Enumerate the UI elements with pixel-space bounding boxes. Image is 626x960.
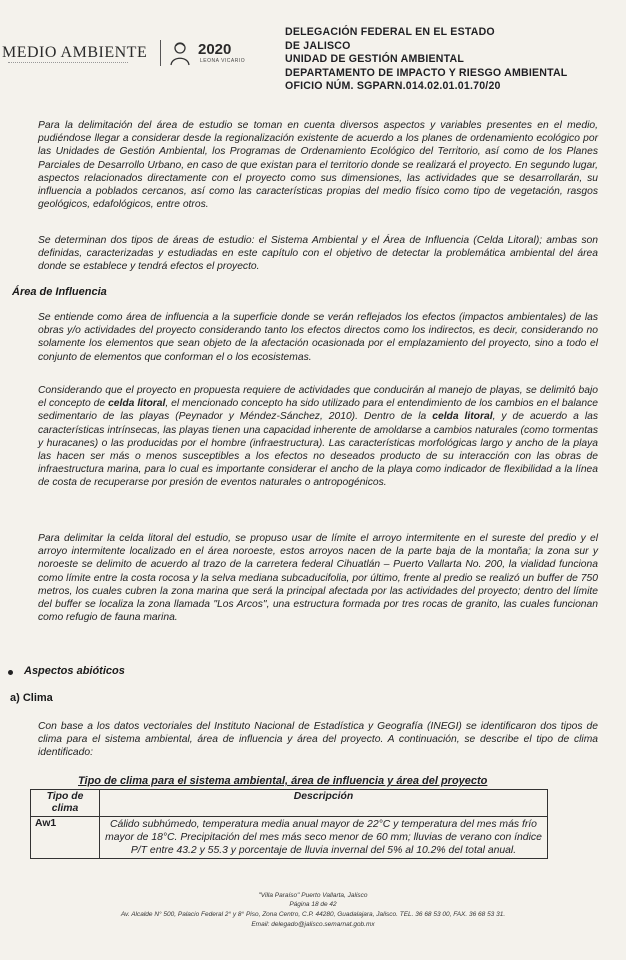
table-cell-code: Aw1 xyxy=(31,817,100,859)
logo-text: MEDIO AMBIENTE xyxy=(2,44,148,61)
table-row xyxy=(31,817,548,859)
logo-divider xyxy=(160,40,161,66)
letterhead-line: DELEGACIÓN FEDERAL EN EL ESTADO xyxy=(285,26,495,38)
influence-paragraph-2: Considerando que el proyecto en propuesta requiere de actividades que conducirán al manejo de playas, se delimitó bajo el concepto de celda litoral, el mencionado concepto ha sido utilizado para el entendimiento de los cambios en el balance sedimentario de las playas (Peynador y Méndez-Sánchez, 2010). Dentro de la celda litoral, y de acuerdo a las características intrínsecas, las playas tienen una capacidad inherente de amoldarse a cambios naturales (como tormentas y huracanes) o las producidas por el hombre (infraestructura). Las características morfológicas largo y ancho de la playa las hacen ser más o menos susceptibles a los efectos no deseados producto de su interacción con las obras de infraestructura marina, para lo cual es importante considerar el ancho de la playa como indicador de flexibilidad a la línea de costa de recuperarse por presión de eventos naturales o antropogénicos. xyxy=(38,385,599,489)
intro-paragraph-2: Se determinan dos tipos de áreas de estudio: el Sistema Ambiental y el Área de Influencia (Celda Litoral); ambas son definidas, caracterizadas y estudiadas en este capítulo con el objetivo de detectar la problemática ambiental del área donde se establece y tendrá efectos el proyecto. xyxy=(38,235,598,273)
footer-address: Av. Alcalde N° 500, Palacio Federal 2° y 8° Piso, Zona Centro, C.P. 44280, Guadalajara, Jalisco. TEL. 36 68 53 00, FAX. 36 68 53 31. xyxy=(120,911,506,918)
influence-heading: Área de Influencia xyxy=(12,286,107,298)
logo-year: 2020 xyxy=(198,41,232,58)
table-caption: Tipo de clima para el sistema ambiental, área de influencia y área del proyecto xyxy=(78,775,488,787)
letterhead-line: DEPARTAMENTO DE IMPACTO Y RIESGO AMBIENTAL xyxy=(285,66,568,79)
footer-motto: "Villa Paraíso" Puerto Vallarta, Jalisco xyxy=(258,892,368,899)
table-header-row xyxy=(31,790,548,817)
table-cell-description: Cálido subhúmedo, temperatura media anual mayor de 22°C y temperatura del mes más frío mayor de 18°C. Precipitación del mes más seco menor de 60 mm; lluvias de verano con índice P/T entre 43.2 y 55.3 y porcentaje de lluvia invernal del 5% al 10.2% del total anual. xyxy=(100,817,548,859)
letterhead-line: OFICIO NÚM. SGPARN.014.02.01.01.70/20 xyxy=(285,80,501,92)
logo-underline xyxy=(8,62,128,66)
bullet-icon xyxy=(8,670,13,675)
letterhead-line: UNIDAD DE GESTIÓN AMBIENTAL xyxy=(285,53,465,65)
clima-paragraph: Con base a los datos vectoriales del Instituto Nacional de Estadística y Geografía (INEGI) se identificaron dos tipos de clima para el sistema ambiental, área de influencia y área del proyecto. A continuación, se describe el tipo de clima identificado: xyxy=(38,721,598,759)
influence-paragraph-3: Para delimitar la celda litoral del estudio, se propuso usar de límite el arroyo intermitente en el sureste del predio y el arroyo intermitente localizado en el área noroeste, estos arroyos nacen de la parte baja de la montaña; la zona sur y noroeste se delimito de acuerdo al trazo de la carretera federal Cihuatlán – Puerto Vallarta No. 200, la vialidad funciona como límite entre la costa rocosa y la selva mediana subcaducifolia, por último, frente al predio se realizó un buffer de 750 metros, los cuales cubren la zona marina que será la principal afectada por las actividades del proyecto; dentro del límite del buffer se localiza la zona llamada "Los Arcos", una estructura formada por tres rocas de granito, las cuales funcionan como refugio de fauna marina. xyxy=(38,533,598,624)
table-header-cell: Descripción xyxy=(100,790,548,817)
leona-vicario-portrait-icon xyxy=(168,40,192,66)
footer-email: Email: delegado@jalisco.semarnat.gob.mx xyxy=(251,921,375,928)
clima-heading: a) Clima xyxy=(10,692,53,704)
abiotic-heading: Aspectos abióticos xyxy=(24,665,125,677)
logo-tagline: LEONA VICARIO xyxy=(200,58,246,64)
letterhead xyxy=(285,26,615,94)
table-header-cell: Tipo de clima xyxy=(31,790,100,817)
climate-table xyxy=(30,789,548,859)
influence-paragraph-1: Se entiende como área de influencia a la superficie donde se verán reflejados los efectos (impactos ambientales) de las obras y/o actividades del proyecto considerando tanto los efectos directos como los indirectos, es decir, considerando no solamente los elementos que sean objeto de la afectación ocasionada por el emplazamiento del proyecto, sino a todo el conjunto de elementos que conforman el o los ecosistemas. xyxy=(38,312,598,363)
footer-page: Página 18 de 42 xyxy=(289,901,337,908)
intro-paragraph: Para la delimitación del área de estudio se toman en cuenta diversos aspectos y variables presentes en el medio, pudiéndose llegar a considerar desde la regionalización existente de acuerdo a los planes de ordenamiento ecológico por las Unidades de Gestión Ambiental, los Programas de Ordenamiento Ecológico del Territorio, así como de los Planes Parciales de Desarrollo Urbano, en caso de que existan para el territorio donde se realizará el proyecto. En segundo lugar, aspectos relacionados directamente con el proyecto como sus dimensiones, las actividades que se desarrollarán, su influencia a poblados cercanos, así como las características propias del medio físico como tipo de vegetación, rasgos geológicos, edafológicos, entre otros. xyxy=(38,120,598,211)
letterhead-line: DE JALISCO xyxy=(285,39,351,52)
